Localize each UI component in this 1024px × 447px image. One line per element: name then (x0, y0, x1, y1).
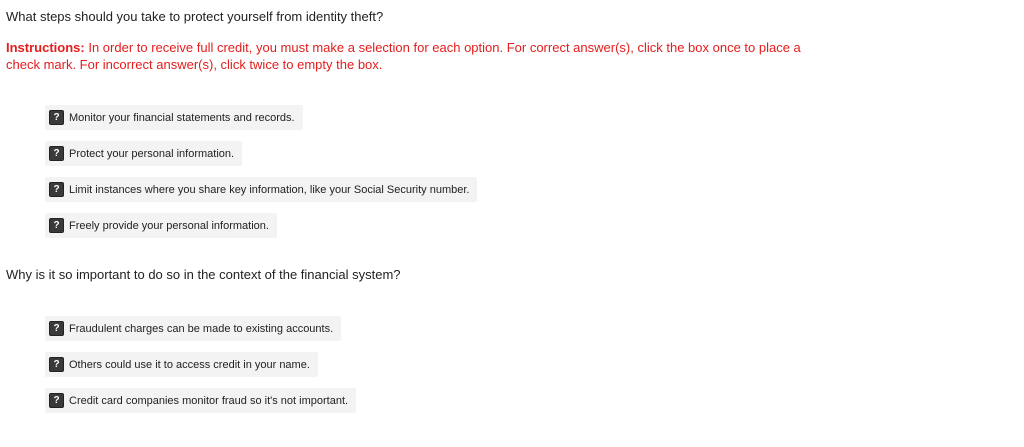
option-label: Credit card companies monitor fraud so it's not important. (69, 394, 349, 407)
option-label: Others could use it to access credit in your name. (69, 358, 310, 371)
question-box-icon[interactable]: ? (49, 218, 64, 233)
option-fraudulent-charges[interactable] (45, 316, 341, 341)
question-box-icon[interactable]: ? (49, 393, 64, 408)
question-box-icon[interactable]: ? (49, 321, 64, 336)
instructions-text (6, 39, 836, 73)
instructions-body: In order to receive full credit, you must make a selection for each option. For correct answer(s), click the box once to place a check mark. For incorrect answer(s), click twice to empty the box. (6, 40, 801, 72)
question-box-icon[interactable]: ? (49, 182, 64, 197)
option-access-credit[interactable] (45, 352, 318, 377)
option-label: Freely provide your personal information. (69, 219, 269, 232)
question-box-icon[interactable]: ? (49, 357, 64, 372)
option-limit-sharing[interactable] (45, 177, 477, 202)
option-protect-info[interactable] (45, 141, 242, 166)
option-label: Protect your personal information. (69, 147, 235, 160)
option-label: Fraudulent charges can be made to existing accounts. (69, 322, 334, 335)
question-box-icon[interactable]: ? (49, 146, 64, 161)
option-freely-provide[interactable] (45, 213, 277, 238)
option-label: Limit instances where you share key information, like your Social Security number. (69, 183, 470, 196)
option-monitor-statements[interactable] (45, 105, 303, 130)
question-2-text: Why is it so important to do so in the context of the financial system? (6, 267, 401, 282)
question-box-icon[interactable]: ? (49, 110, 64, 125)
option-companies-monitor[interactable] (45, 388, 356, 413)
instructions-lead: Instructions: (6, 40, 85, 55)
option-label: Monitor your financial statements and records. (69, 111, 295, 124)
question-1-text: What steps should you take to protect yourself from identity theft? (6, 9, 384, 24)
